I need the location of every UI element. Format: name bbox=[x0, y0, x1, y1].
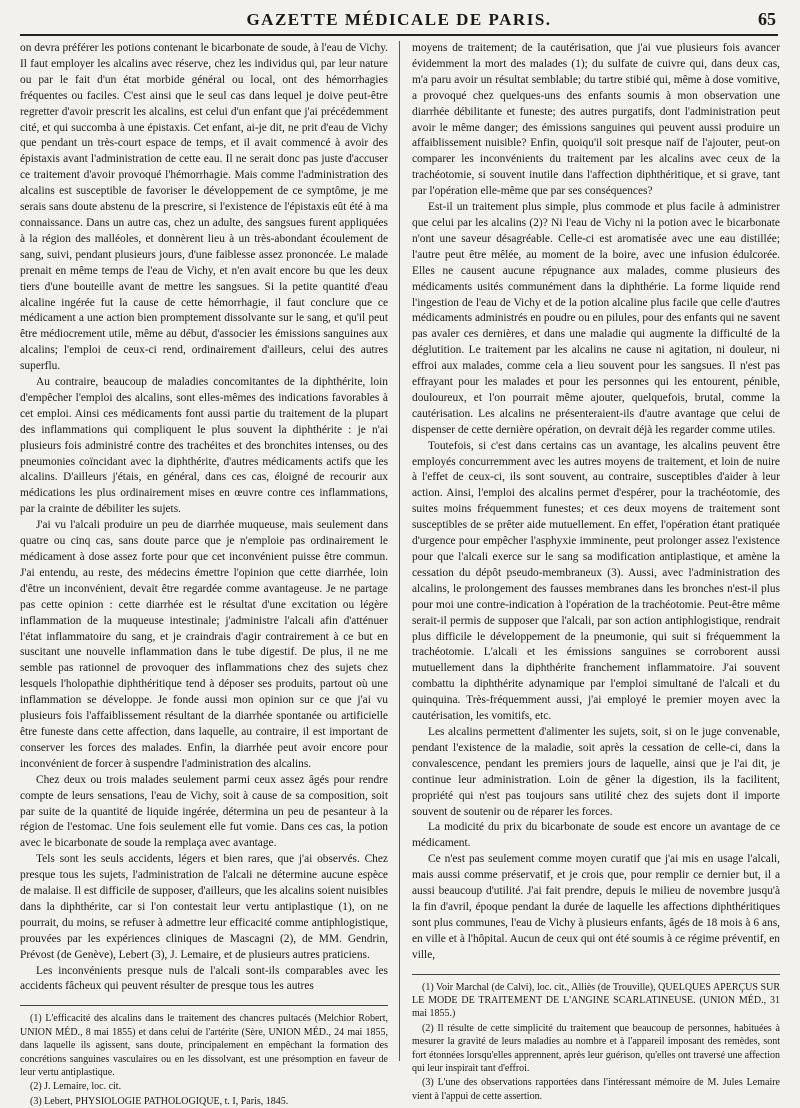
paragraph: Est-il un traitement plus simple, plus commode et plus facile à administrer que celui par les alcalins (2)? Ni l'eau de Vichy ni la potion avec le bicarbonate n'ont une saveur désagréable. Celle-ci est aromatisée avec une eau distillée; l'autre peut être mêlée, au moment de la boire, avec une infusion édulcorée. Elles ne causent aucune répugnance aux malades, comme plusieurs des médicaments usités communément dans la diphthérie. La forme liquide rend l'ingestion de l'eau de Vichy et de la potion alcaline plus facile que celle d'autres médicaments administrés en poudre ou en pilules, pour des enfants qui ne savent pas avaler ces dernières, et dans une maladie qui augmente la difficulté de la déglutition. Le traitement par les alcalins ne cause ni agitation, ni douleur, ni effroi aux malades, comme cela a lieu souvent pour les sangsues. Il n'est pas effrayant pour les malades et pour les personnes qui les entourent, pénible, douloureux, et l'on pourrait même ajouter, quelquefois, brutal, comme la cautérisation. Les alcalins ne présenteraient-ils d'autre avantage que celui de dispenser de cette dernière opération, on devrait déjà les regarder comme utiles. bbox=[412, 201, 780, 436]
paragraph: Au contraire, beaucoup de maladies concomitantes de la diphthérite, loin d'empêcher l'emploi des alcalins, sont elles-mêmes des indications favorables à cet emploi. Ainsi ces médicaments font aussi partie du traitement de la plupart des inflammations qui compliquent le plus souvent la diphthérite : je n'ai plusieurs fois administré contre des trachéites et des bronchites intenses, ou des pneumonies coïncidant avec la diphthérite, d'autres médicaments actifs que les alcalins. D'ailleurs j'étais, en général, dans ces cas, éloigné de recourir aux médications les plus ordinairement mises en œuvre contre ces inflammations, par la crainte de débiliter les sujets. bbox=[20, 376, 388, 516]
page-number: 65 bbox=[758, 9, 776, 29]
right-footnotes bbox=[412, 974, 780, 1104]
page-header bbox=[20, 8, 778, 36]
journal-title: GAZETTE MÉDICALE DE PARIS. bbox=[246, 10, 552, 29]
paragraph: Les alcalins permettent d'alimenter les sujets, soit, si on le juge convenable, pendant l'existence de la maladie, soit après la cessation de celle-ci, dans la convalescence, pendant les premiers jours de laquelle, ainsi que je l'ai dit, je continue leur administration. Loin de gêner la digestion, ils la facilitent, propriété qui n'est pas toujours sans utilité chez des sujets dont il importe souvent de soutenir ou de réparer les forces. bbox=[412, 725, 780, 818]
left-footnotes bbox=[20, 1005, 388, 1108]
paragraph: moyens de traitement; de la cautérisation, que j'ai vue plusieurs fois avancer évidemment la mort des malades (1); du sulfate de cuivre qui, dans deux cas, m'a paru avoir un résultat semblable; du tartre stibié qui, même à dose vomitive, a provoqué chez quelques-uns des enfants soumis à mon observation une diarrhée débilitante et funeste; des autres purgatifs, dont l'administration peut avoir le même danger; des émissions sanguines qui peuvent aussi produire un affaiblissement nuisible? Enfin, quoiqu'il soit presque naïf de l'ajouter, peut-on comparer les inconvénients du traitement par les alcalins avec ceux de la trachéotomie, si souvent inutile dans l'affection diphthéritique, et si grave, tant par l'opération elle-même que par ses conséquences? bbox=[412, 42, 780, 198]
right-column bbox=[412, 41, 780, 1102]
footnote: (2) Il résulte de cette simplicité du traitement que beaucoup de personnes, habituées à mesurer la gravité de leurs maladies au nombre et à l'appareil imposant des remèdes, sont fort étonnées lorsqu'elles apprennent, après leur guérison, qu'elles ont traversé une affection qui leur inspirait tant d'effroi. bbox=[412, 1022, 780, 1074]
footnote: (3) Lebert, PHYSIOLOGIE PATHOLOGIQUE, t. I, Paris, 1845. bbox=[30, 1095, 289, 1107]
column-divider bbox=[399, 41, 400, 1061]
paragraph: Chez deux ou trois malades seulement parmi ceux assez âgés pour rendre compte de leurs sensations, l'eau de Vichy, soit à cause de sa composition, soit par suite de la quantité de liquide ingérée, détermina un peu de pesanteur à la région de l'estomac. Une fois seulement elle fut vomie. Dans ces cas, la potion avec le bicarbonate de soude la remplaça avec avantage. bbox=[20, 773, 388, 850]
footnote: (1) Voir Marchal (de Calvi), loc. cit., Alliès (de Trouville), QUELQUES APERÇUS SUR LE MODE DE TRAITEMENT DE L'ANGINE SCARLATINEUSE. (UNION MÉD., 31 mai 1855.) bbox=[412, 981, 780, 1020]
paragraph: Ce n'est pas seulement comme moyen curatif que j'ai mis en usage l'alcali, mais aussi comme préservatif, et je crois que, pour remplir ce dernier but, il a aussi beaucoup d'utilité. J'ai fait prendre, depuis le milieu de novembre jusqu'à la fin d'avril, époque pendant la durée de laquelle les affections diphthéritiques sont plus communes, l'eau de Vichy à plusieurs enfants, âgés de 18 mois à 6 ans, en ville et à l'hôpital. Aucun de ceux qui ont été soumis à ce régime préventif, en ville, bbox=[412, 853, 780, 961]
footnote: (3) L'une des observations rapportées dans l'intéressant mémoire de M. Jules Lemaire vient à l'appui de cette assertion. bbox=[412, 1077, 780, 1102]
paragraph: Toutefois, si c'est dans certains cas un avantage, les alcalins peuvent être employés concurremment avec les autres moyens de traitement, et loin de nuire à l'effet de ceux-ci, ils sont souvent, au contraire, susceptibles d'aider à leur action. Ainsi, l'emploi des alcalins permet d'espérer, pour la trachéotomie, des suites moins fréquemment funestes; et ces deux moyens de traitement sont susceptibles de se prêter aide mutuellement. En effet, l'opération étant pratiquée d'urgence pour empêcher l'asphyxie imminente, peut prolonger assez l'existence pour que l'alcali exerce sur le sang sa modification antiplastique, et amène la cessation du dépôt pseudo-membraneux (3). Aussi, avec l'administration des alcalins, le prolongement des fausses membranes dans les bronches n'est-il plus pour moi une contre-indication à l'opération de la trachéotomie. Peut-être même serait-il permis de supposer que l'alcali, par son action antiphlogistique, rendrait plus difficile le développement de la pneumonie, qui suit si fréquemment la trachéotomie. L'alcali et les émissions sanguines se corroborent aussi mutuellement dans la diphthérite franchement inflammatoire. J'ai souvent combattu la diphthérite adynamique par l'emploi simultané de l'alcali et du quinquina. Très-fréquemment aussi, j'ai employé le premier moyen avec la cautérisation, les vomitifs, etc. bbox=[412, 439, 780, 723]
left-column bbox=[20, 41, 388, 1107]
footnote: (1) L'efficacité des alcalins dans le traitement des chancres pultacés (Melchior Robert, UNION MÉD., 8 mai 1855) et dans celui de l'artérite (Sère, UNION MÉD., 24 mai 1855, dans laquelle ils agissent, sans doute, principalement en empêchant la formation des concrétions sanguines vasculaires ou en les dissolvant, est une présomption en faveur de leur vertu antiplastique. bbox=[20, 1013, 388, 1078]
paragraph: Les inconvénients presque nuls de l'alcali sont-ils comparables avec les accidents fâcheux qui peuvent résulter de presque tous les autres bbox=[20, 964, 388, 993]
paragraph: J'ai vu l'alcali produire un peu de diarrhée muqueuse, mais seulement dans quatre ou cinq cas, sans doute parce que je n'emploie pas ordinairement le médicament à dose assez forte pour que cet inconvénient puisse être commun. J'ai entendu, au reste, des médecins émettre l'opinion que cette diarrhée, loin d'être un inconvénient, devait être regardée comme avantageuse. Je ne partage pas cette opinion : cette diarrhée est le résultat d'une excitation ou légère inflammation de la muqueuse intestinale; j'administre l'alcali afin d'atténuer l'état inflammatoire du sang, et je craindrais d'agir contrairement à ce but en suscitant une nouvelle inflammation dans le tube digestif. De plus, il ne me semble pas rationnel de provoquer des inflammations chez des sujets chez lesquels l'holopathie diphthéritique tend à déposer ses produits, partout où une inflammation se développe. Je fonde aussi mon opinion sur ce que j'ai vu plusieurs fois l'affaiblissement résultant de la diarrhée spontanée ou artificielle être funeste dans cette affection, dans laquelle, au contraire, il est important de conserver les forces des malades. Enfin, la diarrhée peut avoir encore pour inconvénient de forcer à suspendre l'administration des alcalins. bbox=[20, 519, 388, 770]
paragraph: Tels sont les seuls accidents, légers et bien rares, que j'ai observés. Chez presque tous les sujets, l'administration de l'alcali ne détermine aucune espèce de malaise. Il est difficile de supposer, d'ailleurs, que les alcalins soient nuisibles dans la diphthérite, car si l'on contestait leur vertu antiplastique (1), on ne pourrait, du moins, se refuser à admettre leur efficacité comme antiphlogistique, prouvées par les expériences cliniques de Mascagni (2), de MM. Gendrin, Prévost (de Genève), Lebert (3), J. Lemaire, et de plusieurs autres praticiens. bbox=[20, 853, 388, 961]
footnote: (2) J. Lemaire, loc. cit. bbox=[30, 1081, 122, 1093]
paragraph: La modicité du prix du bicarbonate de soude est encore un avantage de ce médicament. bbox=[412, 821, 780, 850]
paragraph: on devra préférer les potions contenant le bicarbonate de soude, à l'eau de Vichy. Il faut employer les alcalins avec réserve, chez les individus qui, par leur nature ou par le fait d'un état morbide général ou local, ont des hémorrhagies fréquentes ou faciles. C'est ainsi que le seul cas dans lequel je doive peut-être regretter d'avoir prescrit les alcalins, est celui d'un enfant que j'ai précédemment cité, et qui succomba à une épistaxis. Cet enfant, ai-je dit, ne prit d'eau de Vichy que pendant un très-court espace de temps, et il avait commencé à avoir des épistaxis avant l'administration de cette eau. Il ne serait donc pas juste d'accuser ce traitement d'avoir provoqué l'hémorrhagie. Mais comme l'administration des alcalins est susceptible de favoriser le développement de ce symptôme, je me serais sans doute abstenu de la prescrire, si l'existence de l'épistaxis eût été à ma connaissance. Dans un autre cas, chez un adulte, des sangsues furent appliquées à la région des malléoles, et donnèrent lieu à un très-abondant écoulement de sang, suivi, pendant plusieurs jours, d'une faiblesse assez prononcée. Le malade prenait en même temps de l'eau de Vichy, et n'en avait encore bu que les deux tiers d'une bouteille avant de mettre les sangsues. Si la petite quantité d'eau alcaline ingérée fut la cause de cette hémorrhagie, il faut conclure que ce médicament a une action bien promptement dissolvante sur le sang, et qu'il peut être médiocrement utile, même au début, d'associer les émissions sanguines aux alcalins; l'emploi de ceux-ci rend, ordinairement d'ailleurs, celui des autres superflu. bbox=[20, 42, 388, 373]
